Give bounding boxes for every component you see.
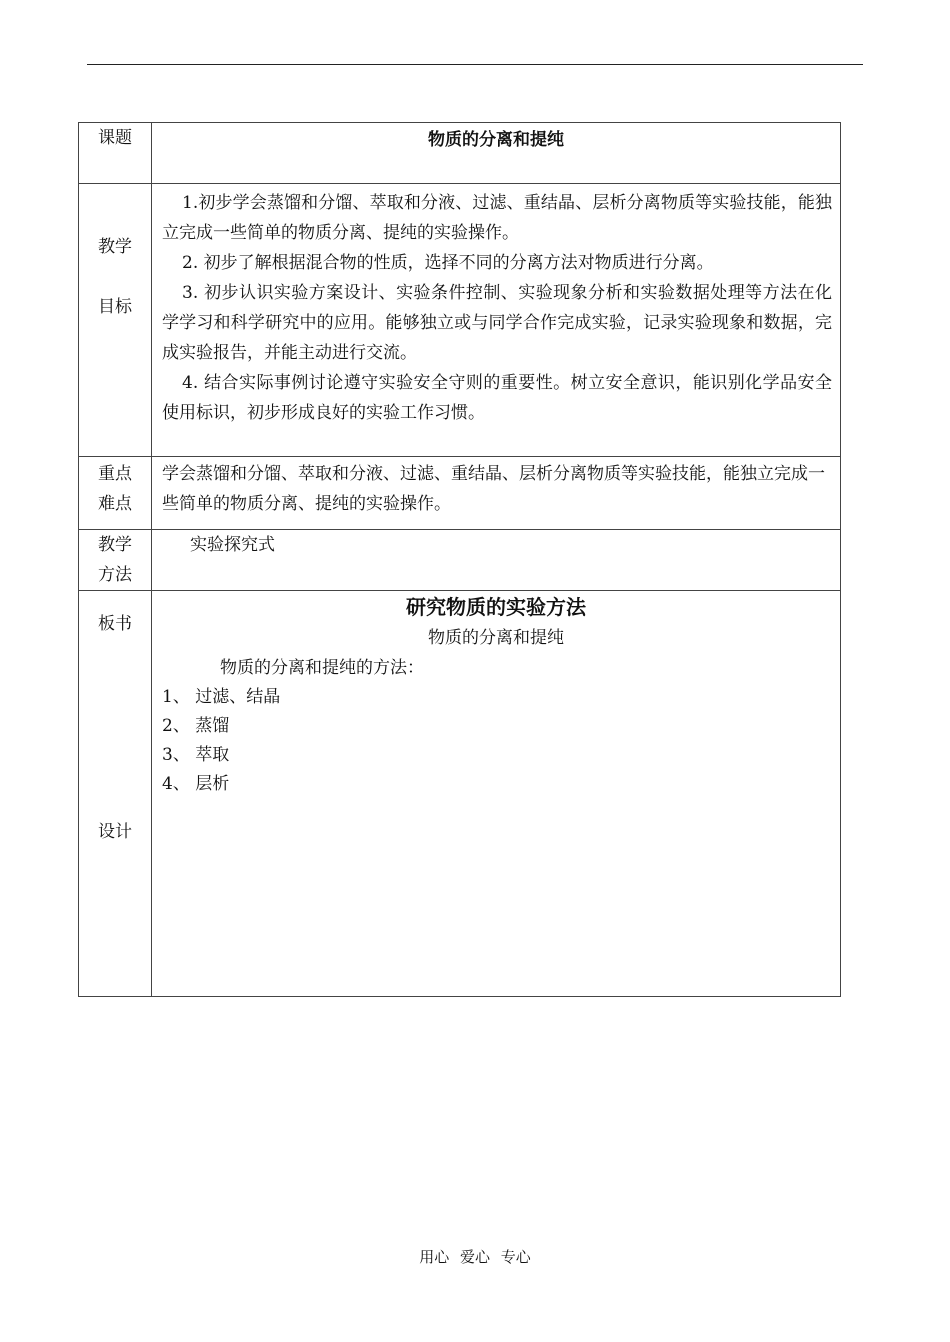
row-topic xyxy=(79,123,841,184)
board-lead: 物质的分离和提纯的方法： xyxy=(220,658,424,678)
key-points-label-line2: 难点 xyxy=(98,494,132,514)
topic-label: 课题 xyxy=(79,123,152,184)
board-title: 研究物质的实验方法 xyxy=(406,595,586,619)
goal-item: 2. 初步了解根据混合物的性质，选择不同的分离方法对物质进行分离。 xyxy=(182,253,714,273)
board-content xyxy=(152,591,841,997)
goals-label-line1: 教学 xyxy=(98,237,132,257)
goals-label xyxy=(79,184,152,457)
goal-item: 1.初步学会蒸馏和分馏、萃取和分液、过滤、重结晶、层析分离物质等实验技能，能独立完成一些简单的物质分离、提纯的实验操作。 xyxy=(162,193,832,243)
board-label-top: 板书 xyxy=(98,614,132,634)
key-points-label-line1: 重点 xyxy=(98,464,132,484)
board-item: 1、 过滤、结晶 xyxy=(162,687,281,707)
method-value: 实验探究式 xyxy=(152,530,841,591)
topic-value: 物质的分离和提纯 xyxy=(152,123,841,184)
row-key-points xyxy=(79,457,841,530)
goals-label-line2: 目标 xyxy=(98,297,132,317)
lesson-plan-table xyxy=(78,122,841,997)
goals-content xyxy=(152,184,841,457)
page-footer: 用心 爱心 专心 xyxy=(419,1248,531,1266)
method-label-line2: 方法 xyxy=(98,565,132,585)
header-rule xyxy=(87,64,863,65)
key-points-label xyxy=(79,457,152,530)
board-item: 4、 层析 xyxy=(162,774,230,794)
board-subtitle: 物质的分离和提纯 xyxy=(428,628,564,648)
board-label xyxy=(79,591,152,997)
method-label-line1: 教学 xyxy=(98,535,132,555)
row-board xyxy=(79,591,841,997)
board-item: 2、 蒸馏 xyxy=(162,716,230,736)
method-label xyxy=(79,530,152,591)
board-label-bottom: 设计 xyxy=(98,822,132,842)
goal-item: 3. 初步认识实验方案设计、实验条件控制、实验现象分析和实验数据处理等方法在化学学习和科学研究中的应用。能够独立或与同学合作完成实验，记录实验现象和数据，完成实验报告，并能主动进行交流。 xyxy=(162,283,832,363)
key-points-value: 学会蒸馏和分馏、萃取和分液、过滤、重结晶、层析分离物质等实验技能，能独立完成一些简单的物质分离、提纯的实验操作。 xyxy=(152,457,841,530)
row-goals xyxy=(79,184,841,457)
goal-item: 4. 结合实际事例讨论遵守实验安全守则的重要性。树立安全意识，能识别化学品安全使用标识，初步形成良好的实验工作习惯。 xyxy=(162,373,832,423)
row-method xyxy=(79,530,841,591)
board-item: 3、 萃取 xyxy=(162,745,230,765)
